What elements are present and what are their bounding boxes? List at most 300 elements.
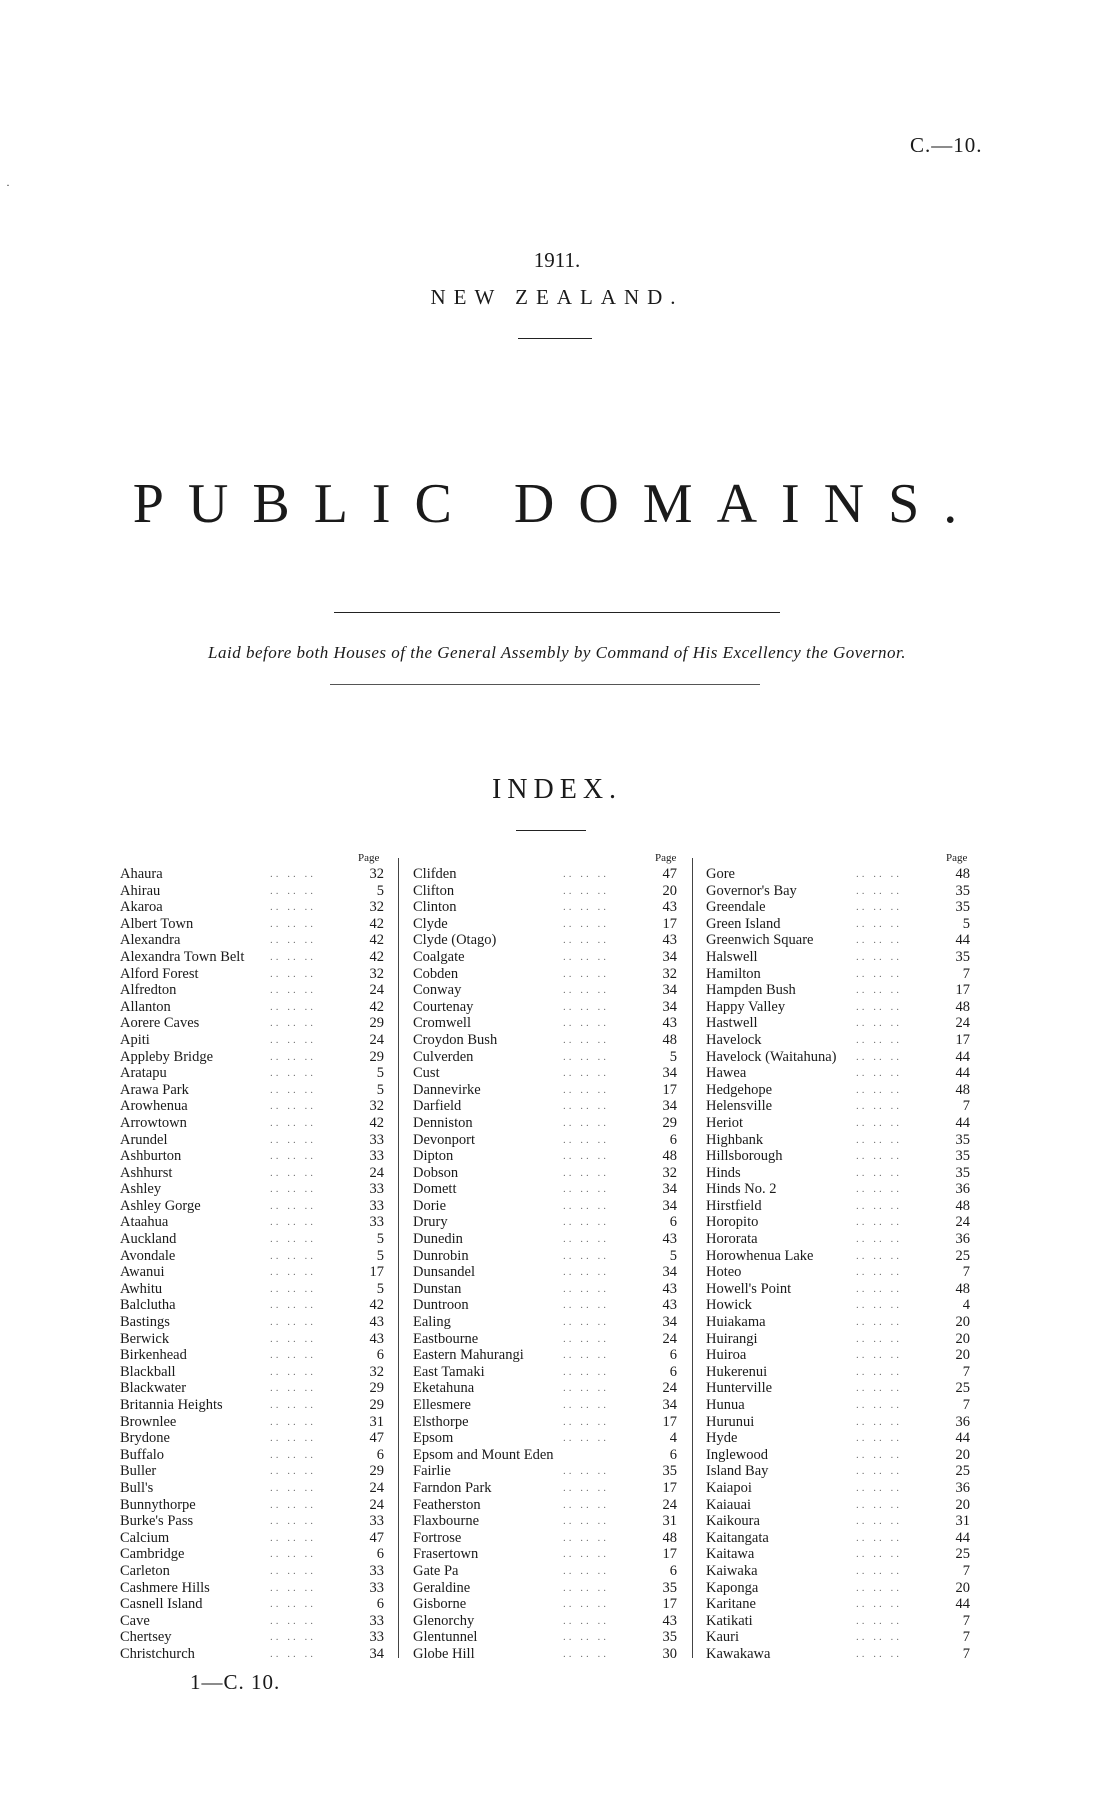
entry-page-number: 17: [662, 1546, 677, 1563]
entry-page-number: 35: [955, 948, 970, 965]
leader-dots: .. .. ..: [856, 1465, 902, 1478]
leader-dots: .. .. ..: [856, 868, 902, 880]
entry-page-number: 42: [369, 948, 384, 965]
entry-name: Geraldine: [413, 1579, 471, 1596]
entry-page-number: 31: [369, 1413, 384, 1430]
leader-dots: .. .. ..: [270, 1067, 316, 1080]
entry-page-number: 20: [955, 1446, 970, 1463]
leader-dots: .. .. ..: [270, 1133, 316, 1146]
entry-page-number: 47: [369, 1529, 384, 1546]
leader-dots: .. .. ..: [563, 1465, 609, 1478]
entry-page-number: 7: [962, 1264, 970, 1281]
leader-dots: .. .. ..: [856, 1415, 902, 1428]
leader-dots: .. .. ..: [563, 1000, 609, 1013]
entry-name: Britannia Heights: [120, 1397, 223, 1413]
entry-name: Allanton: [120, 998, 171, 1015]
entry-name: Ealing: [413, 1314, 451, 1331]
leader-dots: .. .. ..: [856, 1116, 902, 1129]
entry-page-number: 5: [376, 1065, 384, 1082]
entry-page-number: 48: [955, 866, 970, 882]
entry-name: Eastbourne: [413, 1330, 479, 1347]
entry-page-number: 48: [662, 1031, 677, 1048]
leader-dots: .. .. ..: [270, 1515, 316, 1528]
entry-name: Auckland: [120, 1231, 177, 1248]
entry-name: Bunnythorpe: [120, 1496, 196, 1513]
leader-dots: .. .. ..: [270, 1498, 316, 1511]
entry-page-number: 24: [369, 982, 384, 999]
entry-name: Devonport: [413, 1131, 476, 1148]
leader-dots: .. .. ..: [563, 1564, 609, 1577]
entry-name: Hunterville: [706, 1380, 773, 1397]
entry-name: Hawea: [706, 1065, 747, 1082]
stray-mark: ·: [6, 178, 10, 192]
leader-dots: .. .. ..: [270, 1564, 316, 1577]
entry-page-number: 6: [669, 1214, 677, 1231]
entry-page-number: 34: [662, 1181, 677, 1198]
entry-page-number: 35: [955, 1131, 970, 1148]
entry-name: Alexandra Town Belt: [120, 948, 245, 965]
entry-page-number: 17: [662, 1479, 677, 1496]
entry-name: Hastwell: [706, 1015, 758, 1032]
entry-page-number: 24: [662, 1380, 677, 1397]
entry-page-number: 20: [955, 1330, 970, 1347]
leader-dots: .. .. ..: [856, 984, 902, 997]
entry-page-number: 6: [376, 1596, 384, 1613]
entry-page-number: 7: [962, 1397, 970, 1413]
entry-page-number: 7: [962, 1612, 970, 1629]
entry-page-number: 35: [955, 1164, 970, 1181]
entry-name: Ashley Gorge: [120, 1197, 201, 1214]
leader-dots: .. .. ..: [563, 984, 609, 997]
entry-page-number: 36: [955, 1479, 970, 1496]
entry-name: Kaikoura: [706, 1513, 760, 1530]
leader-dots: .. .. ..: [563, 1332, 609, 1345]
entry-name: Birkenhead: [120, 1347, 187, 1364]
leader-dots: .. .. ..: [563, 1216, 609, 1229]
entry-page-number: 32: [369, 899, 384, 916]
entry-name: Huiroa: [706, 1347, 747, 1364]
leader-dots: .. .. ..: [270, 1332, 316, 1345]
entry-name: Epsom and Mount Eden: [413, 1446, 554, 1463]
entry-page-number: 24: [369, 1164, 384, 1181]
entry-name: Hurunui: [706, 1413, 755, 1430]
leader-dots: .. .. ..: [563, 1399, 609, 1411]
entry-page-number: 34: [662, 998, 677, 1015]
leader-dots: .. .. ..: [270, 1647, 316, 1660]
leader-dots: .. .. ..: [270, 1249, 316, 1262]
entry-name: Ahaura: [120, 866, 163, 882]
leader-dots: .. .. ..: [856, 901, 902, 914]
leader-dots: .. .. ..: [563, 1116, 609, 1129]
entry-page-number: 44: [955, 1430, 970, 1447]
entry-name: Coalgate: [413, 948, 465, 965]
leader-dots: .. .. ..: [563, 1481, 609, 1494]
leader-dots: .. .. ..: [563, 1316, 609, 1329]
entry-name: Horowhenua Lake: [706, 1247, 814, 1264]
entry-page-number: 20: [955, 1579, 970, 1596]
divider-rule: [516, 830, 586, 831]
entry-name: Carleton: [120, 1562, 170, 1579]
leader-dots: .. .. ..: [856, 1067, 902, 1080]
entry-name: Kawakawa: [706, 1645, 771, 1662]
entry-name: Dannevirke: [413, 1081, 481, 1098]
entry-page-number: 20: [662, 882, 677, 899]
leader-dots: .. .. ..: [270, 967, 316, 980]
entry-name: Dorie: [413, 1197, 447, 1214]
entry-name: Clyde (Otago): [413, 932, 497, 949]
entry-name: Calcium: [120, 1529, 170, 1546]
leader-dots: .. .. ..: [563, 1631, 609, 1644]
leader-dots: .. .. ..: [856, 1498, 902, 1511]
entry-page-number: 42: [369, 998, 384, 1015]
entry-page-number: 44: [955, 1048, 970, 1065]
entry-name: Ellesmere: [413, 1397, 471, 1413]
entry-name: Cust: [413, 1065, 440, 1082]
entry-page-number: 25: [955, 1380, 970, 1397]
leader-dots: .. .. ..: [270, 1199, 316, 1212]
entry-page-number: 35: [955, 1148, 970, 1165]
leader-dots: .. .. ..: [856, 1166, 902, 1179]
leader-dots: .. .. ..: [563, 1033, 609, 1046]
entry-name: Ashburton: [120, 1148, 182, 1165]
entry-name: Hoteo: [706, 1264, 742, 1281]
entry-name: Clifton: [413, 882, 455, 899]
divider-rule: [334, 612, 780, 613]
leader-dots: .. .. ..: [563, 901, 609, 914]
entry-name: Dunstan: [413, 1280, 462, 1297]
entry-name: Ahirau: [120, 882, 161, 899]
entry-page-number: 17: [662, 1081, 677, 1098]
leader-dots: .. .. ..: [270, 884, 316, 897]
leader-dots: .. .. ..: [856, 1531, 902, 1544]
leader-dots: .. .. ..: [270, 1531, 316, 1544]
entry-page-number: 5: [669, 1048, 677, 1065]
leader-dots: .. .. ..: [270, 1083, 316, 1096]
entry-name: Albert Town: [120, 915, 194, 932]
entry-page-number: 6: [376, 1347, 384, 1364]
entry-page-number: 6: [669, 1347, 677, 1364]
leader-dots: .. .. ..: [856, 1647, 902, 1660]
leader-dots: .. .. ..: [563, 1017, 609, 1030]
entry-page-number: 43: [662, 1280, 677, 1297]
entry-page-number: 7: [962, 1629, 970, 1646]
entry-page-number: 32: [369, 965, 384, 982]
leader-dots: .. .. ..: [856, 1349, 902, 1362]
entry-name: Alfredton: [120, 982, 177, 999]
leader-dots: .. .. ..: [856, 917, 902, 930]
entry-page-number: 6: [669, 1446, 677, 1463]
leader-dots: .. .. ..: [270, 1581, 316, 1594]
entry-page-number: 32: [369, 866, 384, 882]
leader-dots: .. .. ..: [270, 1382, 316, 1395]
entry-page-number: 35: [662, 1629, 677, 1646]
entry-page-number: 6: [669, 1363, 677, 1380]
leader-dots: .. .. ..: [270, 1116, 316, 1129]
entry-page-number: 43: [662, 932, 677, 949]
leader-dots: .. .. ..: [856, 1083, 902, 1096]
entry-page-number: 17: [955, 982, 970, 999]
entry-page-number: 44: [955, 1114, 970, 1131]
leader-dots: .. .. ..: [270, 1233, 316, 1246]
leader-dots: .. .. ..: [856, 967, 902, 980]
entry-page-number: 24: [662, 1330, 677, 1347]
entry-page-number: 48: [955, 998, 970, 1015]
entry-name: Cave: [120, 1612, 150, 1629]
entry-name: Governor's Bay: [706, 882, 797, 899]
entry-name: Hampden Bush: [706, 982, 796, 999]
leader-dots: .. .. ..: [563, 1199, 609, 1212]
leader-dots: .. .. ..: [563, 1050, 609, 1063]
entry-page-number: 17: [662, 1596, 677, 1613]
entry-page-number: 6: [376, 1446, 384, 1463]
leader-dots: .. .. ..: [856, 1564, 902, 1577]
page-column-label: Page: [946, 852, 968, 864]
laid-before-line: Laid before both Houses of the General Assembly by Command of His Excellency the Governor.: [208, 643, 906, 662]
entry-name: Ashley: [120, 1181, 162, 1198]
entry-name: Culverden: [413, 1048, 474, 1065]
entry-name: Globe Hill: [413, 1645, 475, 1662]
entry-page-number: 5: [376, 1280, 384, 1297]
entry-name: Apiti: [120, 1031, 150, 1048]
leader-dots: .. .. ..: [270, 1399, 316, 1411]
entry-name: Hillsborough: [706, 1148, 783, 1165]
entry-page-number: 24: [662, 1496, 677, 1513]
entry-name: Green Island: [706, 915, 781, 932]
leader-dots: .. .. ..: [856, 1282, 902, 1295]
leader-dots: .. .. ..: [563, 950, 609, 963]
leader-dots: .. .. ..: [563, 934, 609, 947]
leader-dots: .. .. ..: [856, 1033, 902, 1046]
entry-name: Bull's: [120, 1479, 154, 1496]
entry-name: Hirstfield: [706, 1197, 762, 1214]
leader-dots: .. .. ..: [270, 901, 316, 914]
leader-dots: .. .. ..: [563, 1150, 609, 1163]
leader-dots: .. .. ..: [270, 1183, 316, 1196]
entry-name: Ataahua: [120, 1214, 169, 1231]
entry-page-number: 36: [955, 1413, 970, 1430]
entry-name: Havelock: [706, 1031, 762, 1048]
entry-page-number: 36: [955, 1231, 970, 1248]
entry-page-number: 33: [369, 1214, 384, 1231]
entry-page-number: 43: [662, 1015, 677, 1032]
leader-dots: .. .. ..: [856, 934, 902, 947]
entry-page-number: 43: [662, 1297, 677, 1314]
entry-page-number: 29: [369, 1463, 384, 1480]
entry-page-number: 33: [369, 1562, 384, 1579]
entry-name: Kaitawa: [706, 1546, 755, 1563]
entry-page-number: 5: [962, 915, 970, 932]
entry-name: Highbank: [706, 1131, 764, 1148]
leader-dots: .. .. ..: [856, 1332, 902, 1345]
document-reference: C.—10.: [910, 133, 983, 157]
entry-page-number: 44: [955, 1596, 970, 1613]
entry-name: Eastern Mahurangi: [413, 1347, 524, 1364]
leader-dots: .. .. ..: [270, 1614, 316, 1627]
leader-dots: .. .. ..: [270, 1050, 316, 1063]
entry-name: Havelock (Waitahuna): [706, 1048, 837, 1065]
leader-dots: .. .. ..: [270, 934, 316, 947]
entry-page-number: 35: [955, 882, 970, 899]
entry-name: Blackwater: [120, 1380, 187, 1397]
leader-dots: .. .. ..: [563, 1183, 609, 1196]
year-heading: 1911.: [533, 248, 581, 272]
entry-name: East Tamaki: [413, 1363, 485, 1380]
entry-name: Aorere Caves: [120, 1015, 200, 1032]
entry-name: Clifden: [413, 866, 457, 882]
leader-dots: .. .. ..: [856, 1199, 902, 1212]
leader-dots: .. .. ..: [856, 1100, 902, 1113]
entry-name: Elsthorpe: [413, 1413, 469, 1430]
entry-name: Howick: [706, 1297, 752, 1314]
leader-dots: .. .. ..: [270, 1432, 316, 1445]
entry-page-number: 5: [376, 882, 384, 899]
entry-page-number: 7: [962, 1098, 970, 1115]
page-title: PUBLIC DOMAINS.: [132, 473, 982, 535]
entry-name: Huirangi: [706, 1330, 758, 1347]
entry-page-number: 42: [369, 1114, 384, 1131]
entry-name: Kauri: [706, 1629, 740, 1646]
divider-rule: [518, 338, 592, 339]
leader-dots: .. .. ..: [856, 1150, 902, 1163]
leader-dots: .. .. ..: [856, 1183, 902, 1196]
leader-dots: .. .. ..: [563, 1531, 609, 1544]
entry-page-number: 44: [955, 932, 970, 949]
entry-name: Dunsandel: [413, 1264, 476, 1281]
entry-page-number: 29: [369, 1048, 384, 1065]
entry-page-number: 33: [369, 1181, 384, 1198]
entry-name: Courtenay: [413, 998, 474, 1015]
leader-dots: .. .. ..: [856, 1249, 902, 1262]
page-signature: 1—C. 10.: [190, 1670, 281, 1694]
leader-dots: .. .. ..: [270, 1349, 316, 1362]
entry-name: Brydone: [120, 1430, 170, 1447]
entry-name: Frasertown: [413, 1546, 479, 1563]
country-heading: NEW ZEALAND.: [430, 285, 684, 309]
entry-name: Bastings: [120, 1314, 170, 1331]
entry-name: Chertsey: [120, 1629, 172, 1646]
entry-page-number: 48: [955, 1280, 970, 1297]
entry-page-number: 42: [369, 915, 384, 932]
entry-page-number: 7: [962, 1645, 970, 1662]
leader-dots: .. .. ..: [856, 1581, 902, 1594]
entry-name: Hororata: [706, 1231, 758, 1248]
leader-dots: .. .. ..: [856, 1481, 902, 1494]
entry-name: Halswell: [706, 948, 758, 965]
entry-page-number: 34: [369, 1645, 384, 1662]
entry-name: Hamilton: [706, 965, 761, 982]
entry-page-number: 20: [955, 1314, 970, 1331]
leader-dots: .. .. ..: [270, 1415, 316, 1428]
entry-name: Glentunnel: [413, 1629, 478, 1646]
entry-name: Alexandra: [120, 932, 181, 949]
entry-page-number: 17: [662, 1413, 677, 1430]
entry-name: Hinds: [706, 1164, 741, 1181]
entry-name: Conway: [413, 982, 462, 999]
entry-page-number: 32: [369, 1098, 384, 1115]
entry-name: Inglewood: [706, 1446, 769, 1463]
leader-dots: .. .. ..: [856, 1133, 902, 1146]
leader-dots: .. .. ..: [563, 1083, 609, 1096]
entry-page-number: 17: [955, 1031, 970, 1048]
entry-name: Heriot: [706, 1114, 744, 1131]
entry-page-number: 5: [376, 1081, 384, 1098]
entry-name: Flaxbourne: [413, 1513, 480, 1530]
leader-dots: .. .. ..: [856, 950, 902, 963]
divider-rule: [330, 684, 760, 685]
leader-dots: .. .. ..: [563, 1349, 609, 1362]
entry-page-number: 29: [369, 1015, 384, 1032]
entry-name: Helensville: [706, 1098, 773, 1115]
entry-name: Hedgehope: [706, 1081, 773, 1098]
entry-name: Burke's Pass: [120, 1513, 194, 1530]
entry-page-number: 42: [369, 1297, 384, 1314]
entry-name: Kaiauai: [706, 1496, 752, 1513]
entry-name: Arundel: [120, 1131, 168, 1148]
leader-dots: .. .. ..: [563, 1614, 609, 1627]
entry-name: Domett: [413, 1181, 457, 1198]
entry-name: Eketahuna: [413, 1380, 475, 1397]
entry-page-number: 4: [669, 1430, 677, 1447]
entry-page-number: 25: [955, 1463, 970, 1480]
entry-page-number: 44: [955, 1529, 970, 1546]
entry-name: Dunrobin: [413, 1247, 469, 1264]
entry-name: Drury: [413, 1214, 448, 1231]
leader-dots: .. .. ..: [563, 1100, 609, 1113]
entry-name: Kaiapoi: [706, 1479, 752, 1496]
leader-dots: .. .. ..: [563, 1282, 609, 1295]
entry-page-number: 44: [955, 1065, 970, 1082]
entry-page-number: 33: [369, 1579, 384, 1596]
leader-dots: .. .. ..: [270, 1017, 316, 1030]
leader-dots: .. .. ..: [563, 1598, 609, 1611]
entry-name: Awanui: [120, 1264, 165, 1281]
leader-dots: .. .. ..: [856, 1548, 902, 1561]
entry-page-number: 43: [662, 1231, 677, 1248]
leader-dots: .. .. ..: [270, 1166, 316, 1179]
entry-page-number: 33: [369, 1197, 384, 1214]
entry-name: Clinton: [413, 899, 457, 916]
leader-dots: .. .. ..: [563, 1365, 609, 1378]
leader-dots: .. .. ..: [270, 950, 316, 963]
leader-dots: .. .. ..: [856, 1598, 902, 1611]
leader-dots: .. .. ..: [856, 884, 902, 897]
entry-page-number: 33: [369, 1629, 384, 1646]
entry-name: Kaitangata: [706, 1529, 769, 1546]
leader-dots: .. .. ..: [270, 1266, 316, 1279]
entry-name: Hinds No. 2: [706, 1181, 777, 1198]
entry-page-number: 29: [369, 1380, 384, 1397]
page-column-label: Page: [655, 852, 677, 864]
leader-dots: .. .. ..: [270, 868, 316, 880]
entry-name: Gate Pa: [413, 1562, 459, 1579]
leader-dots: .. .. ..: [270, 1216, 316, 1229]
entry-name: Buffalo: [120, 1446, 165, 1463]
entry-name: Brownlee: [120, 1413, 177, 1430]
leader-dots: .. .. ..: [270, 1548, 316, 1561]
leader-dots: .. .. ..: [856, 1050, 902, 1063]
entry-page-number: 43: [369, 1314, 384, 1331]
entry-name: Duntroon: [413, 1297, 469, 1314]
entry-name: Christchurch: [120, 1645, 195, 1662]
entry-name: Aratapu: [120, 1065, 167, 1082]
leader-dots: .. .. ..: [563, 1515, 609, 1528]
entry-name: Greenwich Square: [706, 932, 814, 949]
entry-name: Fairlie: [413, 1463, 451, 1480]
entry-name: Howell's Point: [706, 1280, 792, 1297]
entry-page-number: 35: [662, 1579, 677, 1596]
entry-page-number: 29: [662, 1114, 677, 1131]
entry-page-number: 34: [662, 1314, 677, 1331]
